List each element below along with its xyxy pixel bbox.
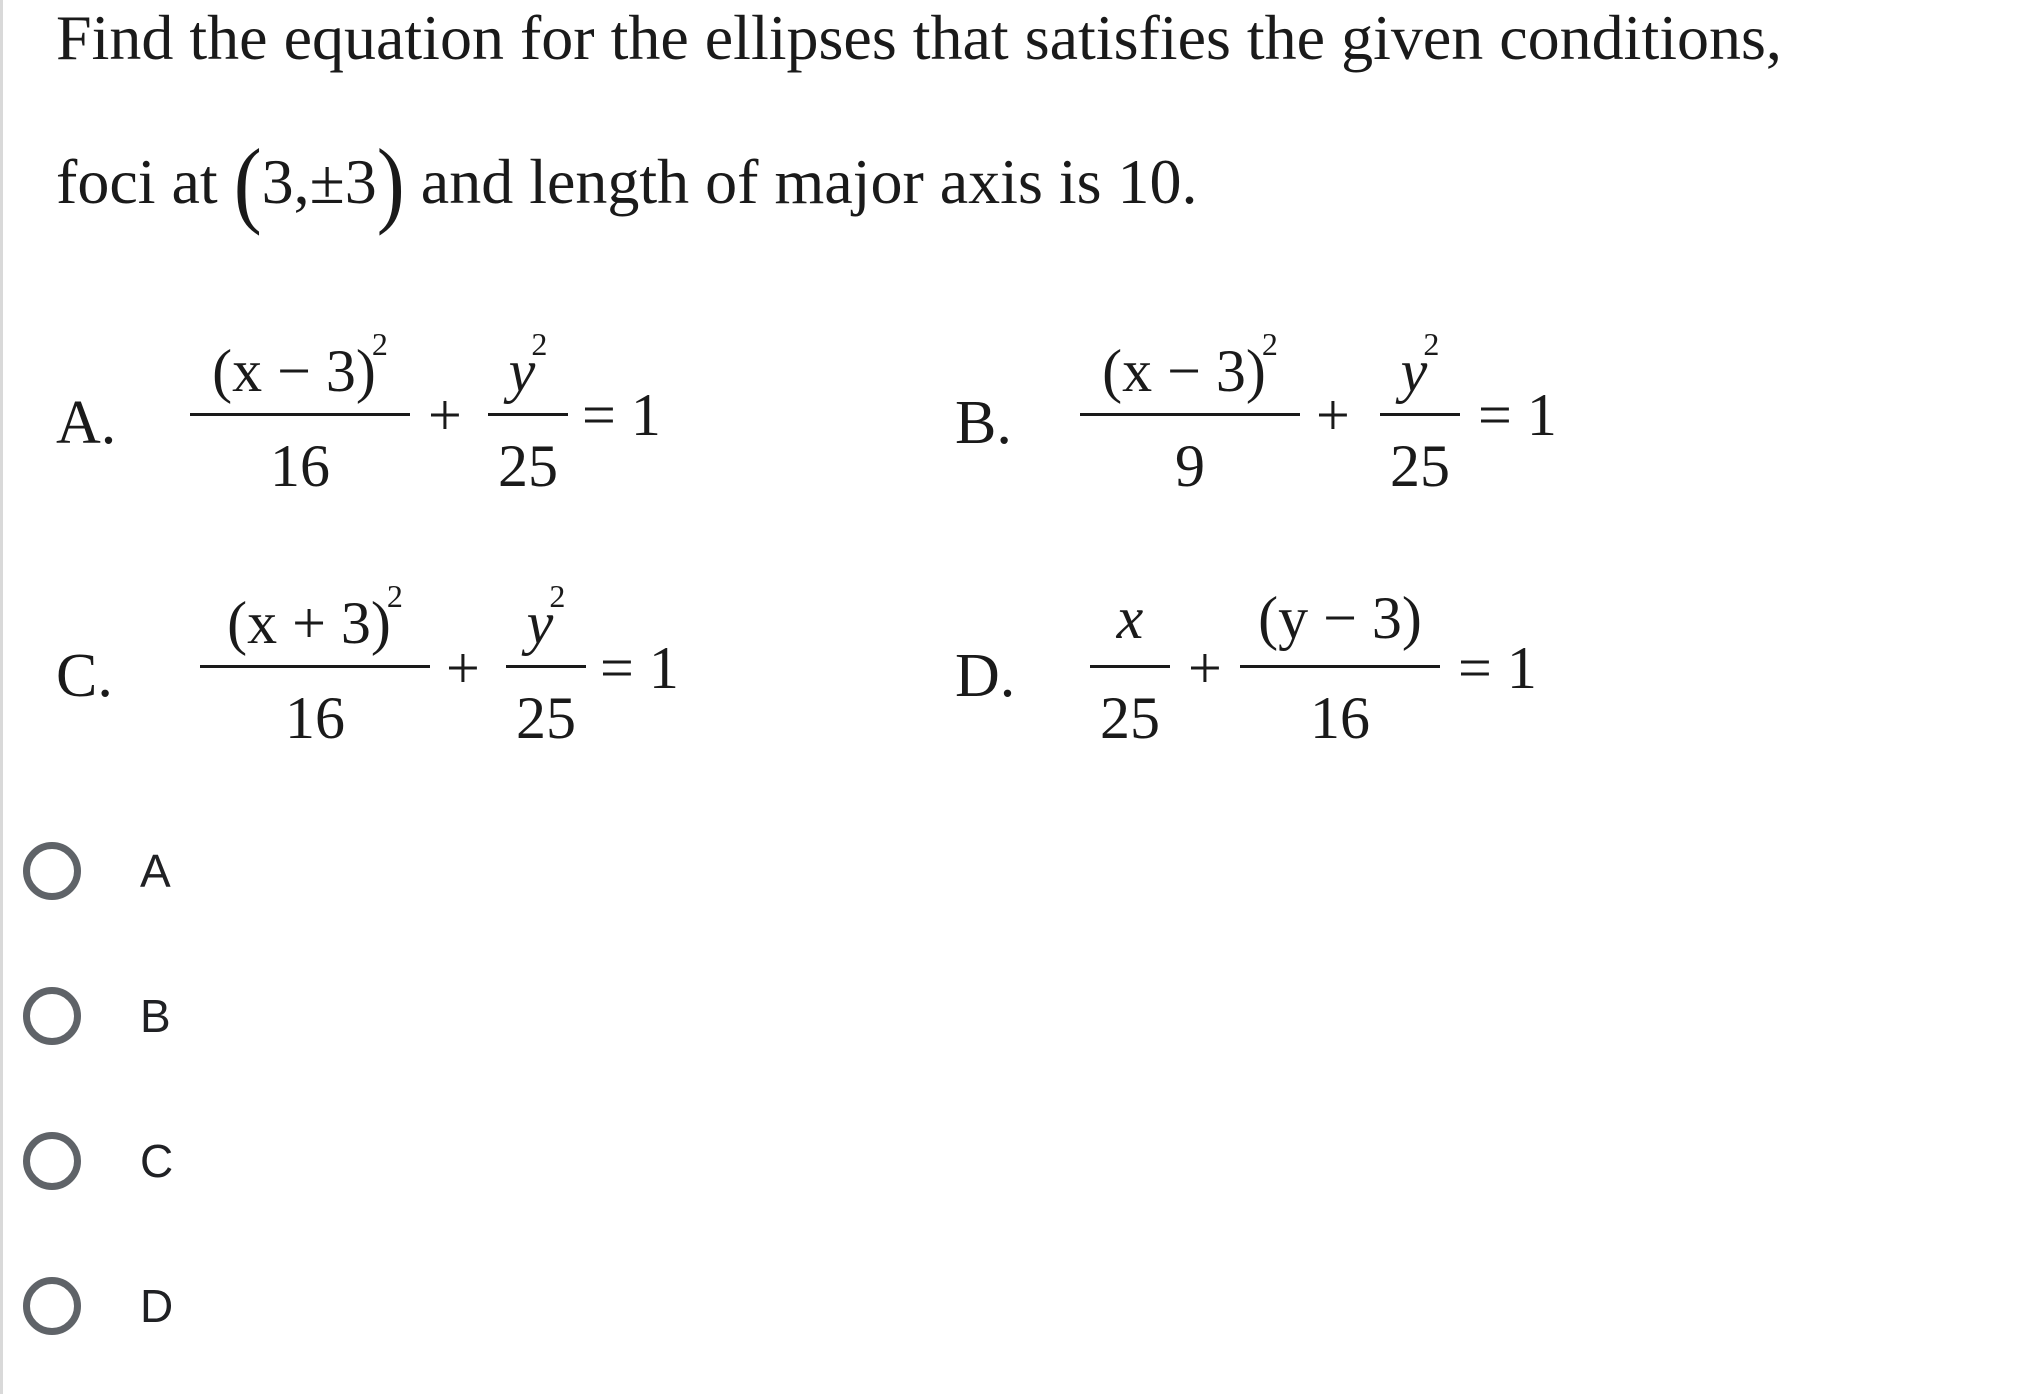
choice-c[interactable]	[20, 1120, 420, 1210]
option-b-rhs: = 1	[1478, 382, 1557, 448]
choice-d[interactable]	[20, 1265, 420, 1355]
question-line-2-prefix: foci at	[56, 146, 234, 217]
option-d-fraction-1-denominator: 25	[1100, 685, 1160, 751]
question-line-2-suffix: and length of major axis is 10.	[404, 146, 1198, 217]
open-paren: (	[233, 130, 262, 237]
radio-c[interactable]	[23, 1132, 81, 1190]
option-d-plus: +	[1188, 635, 1222, 701]
option-d-fraction-1-numerator: x	[1116, 585, 1144, 651]
choice-a[interactable]	[20, 830, 420, 920]
option-a-fraction-2-denominator: 25	[498, 433, 558, 499]
option-b-letter: B.	[955, 389, 1012, 457]
option-b-fraction-1-denominator: 9	[1175, 433, 1205, 499]
option-c-plus: +	[446, 635, 480, 701]
choice-b[interactable]	[20, 975, 420, 1065]
option-d-fraction-2-numerator: (y − 3)	[1258, 585, 1422, 651]
option-b-fraction-1-bar	[1080, 413, 1300, 416]
option-d-fraction-1	[1090, 570, 1170, 750]
option-a-fraction-1-numerator: $(x - 3)^2$	[212, 326, 388, 404]
choice-c-label: C	[140, 1135, 174, 1187]
radio-d[interactable]	[23, 1277, 81, 1335]
close-paren: )	[376, 130, 405, 237]
option-a-fraction-2	[488, 318, 568, 498]
option-d-rhs: = 1	[1458, 635, 1537, 701]
option-b-fraction-1	[1080, 318, 1300, 498]
choice-b-label: B	[140, 990, 171, 1042]
option-d-letter: D.	[955, 642, 1016, 710]
option-c-rhs: = 1	[600, 635, 679, 701]
option-a-fraction-1-bar	[190, 413, 410, 416]
option-b-fraction-2	[1380, 318, 1460, 498]
foci-point: 3,±3	[261, 146, 377, 217]
option-c-fraction-2-denominator: 25	[516, 685, 576, 751]
radio-a[interactable]	[23, 842, 81, 900]
option-c-fraction-1	[200, 570, 430, 750]
option-d-fraction-1-bar	[1090, 665, 1170, 668]
radio-b[interactable]	[23, 987, 81, 1045]
option-a-fraction-2-bar	[488, 413, 568, 416]
option-c-letter: C.	[56, 642, 113, 710]
choice-a-label: A	[140, 845, 171, 897]
option-c-fraction-1-bar	[200, 665, 430, 668]
question-line-1: Find the equation for the ellipses that satisfies the given conditions,	[56, 2, 1782, 73]
option-b-fraction-1-numerator: $(x - 3)^2$	[1102, 326, 1278, 404]
option-a-fraction-1	[190, 318, 410, 498]
option-b-plus: +	[1316, 382, 1350, 448]
option-c-fraction-2-numerator: $y^2$	[526, 578, 566, 656]
option-c-fraction-1-denominator: 16	[285, 685, 345, 751]
answer-choices	[0, 830, 600, 1390]
option-a-fraction-1-denominator: 16	[270, 433, 330, 499]
question-line-2	[56, 130, 1198, 237]
option-a-plus: +	[428, 382, 462, 448]
option-d-fraction-2-denominator: 16	[1310, 685, 1370, 751]
option-b-fraction-2-denominator: 25	[1390, 433, 1450, 499]
option-c-fraction-2	[506, 570, 586, 750]
option-a-letter: A.	[56, 389, 117, 457]
option-c-fraction-1-numerator: $(x + 3)^2$	[227, 578, 403, 656]
option-b-fraction-2-bar	[1380, 413, 1460, 416]
option-a-rhs: = 1	[582, 382, 661, 448]
choice-d-label: D	[140, 1280, 174, 1332]
option-c-fraction-2-bar	[506, 665, 586, 668]
option-a-fraction-2-numerator: $y^2$	[508, 326, 548, 404]
option-d-fraction-2	[1240, 570, 1440, 750]
option-d-fraction-2-bar	[1240, 665, 1440, 668]
option-b-fraction-2-numerator: $y^2$	[1400, 326, 1440, 404]
